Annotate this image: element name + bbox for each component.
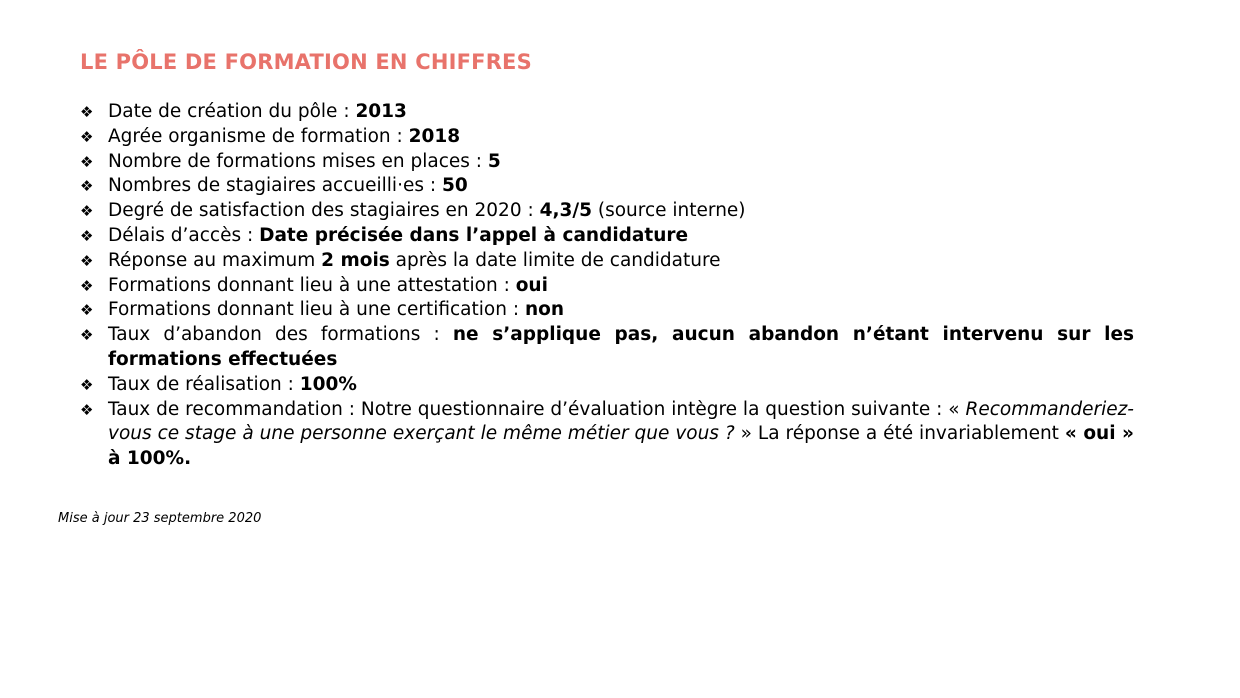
list-item-trainees-count	[80, 174, 1134, 199]
update-note: Mise à jour 23 septembre 2020	[58, 511, 262, 526]
list-item-satisfaction	[80, 199, 1134, 224]
item-label: Formations donnant lieu à une certification :	[108, 299, 525, 321]
list-item-access-delay	[80, 224, 1134, 249]
diamond-bullet-icon: ❖	[80, 226, 94, 245]
item-label: Taux d’abandon des formations :	[108, 324, 453, 346]
list-item-training-org-approval	[80, 125, 1134, 150]
survey-question: Recommanderiez-vous ce stage à une personne exerçant le même métier que vous ?	[108, 398, 1134, 445]
list-item-trainings-count	[80, 150, 1134, 175]
item-value: ne s’applique pas, aucun abandon n’étant intervenu sur les formations effectuées	[108, 324, 1135, 370]
list-item-dropout-rate	[80, 323, 1134, 373]
diamond-bullet-icon: ❖	[80, 375, 94, 394]
diamond-bullet-icon: ❖	[80, 301, 94, 320]
diamond-bullet-icon: ❖	[80, 251, 94, 270]
item-label: Degré de satisfaction des stagiaires en 2020 :	[108, 200, 540, 222]
diamond-bullet-icon: ❖	[80, 276, 94, 295]
list-item-completion-rate	[80, 373, 1134, 398]
item-value: 2018	[408, 125, 461, 147]
list-item-attestation	[80, 274, 1134, 299]
diamond-bullet-icon: ❖	[80, 152, 94, 171]
item-suffix: après la date limite de candidature	[389, 249, 721, 271]
item-label: Formations donnant lieu à une attestation :	[108, 274, 516, 296]
item-label: Nombres de stagiaires accueilli·es :	[108, 175, 442, 197]
diamond-bullet-icon: ❖	[80, 177, 94, 196]
item-label: Nombre de formations mises en places :	[108, 150, 488, 172]
list-item-certification	[80, 298, 1134, 323]
item-value: « oui » à 100%.	[108, 423, 1134, 470]
list-item-creation-date	[80, 100, 1134, 125]
item-label: Date de création du pôle :	[108, 101, 356, 122]
item-value: 2 mois	[321, 249, 390, 271]
item-value: 2013	[355, 101, 407, 122]
item-value: non	[524, 299, 565, 321]
list-item-response-time	[80, 249, 1134, 274]
item-value: oui	[515, 274, 548, 296]
list-item-recommendation-rate	[80, 398, 1134, 472]
item-label: Agrée organisme de formation :	[108, 125, 409, 147]
diamond-bullet-icon: ❖	[80, 326, 94, 345]
item-label: Réponse au maximum	[108, 249, 322, 271]
diamond-bullet-icon: ❖	[80, 103, 94, 121]
item-value: 100%	[299, 373, 357, 395]
diamond-bullet-icon: ❖	[80, 202, 94, 221]
diamond-bullet-icon: ❖	[80, 400, 94, 419]
item-value: Date précisée dans l’appel à candidature	[259, 224, 689, 246]
key-figures-list	[80, 100, 1134, 472]
item-middle-text: » La réponse a été invariablement	[734, 423, 1065, 445]
item-value: 4,3/5	[539, 200, 592, 222]
diamond-bullet-icon: ❖	[80, 127, 94, 146]
item-label: Délais d’accès :	[108, 224, 260, 246]
item-value: 50	[441, 175, 468, 197]
item-label: Taux de réalisation :	[108, 373, 300, 395]
item-label: Taux de recommandation : Notre questionnaire d’évaluation intègre la question suivante : «	[108, 398, 966, 420]
item-value: 5	[487, 150, 501, 172]
page-title: LE PÔLE DE FORMATION EN CHIFFRES	[80, 50, 532, 74]
item-suffix: (source interne)	[592, 200, 746, 222]
